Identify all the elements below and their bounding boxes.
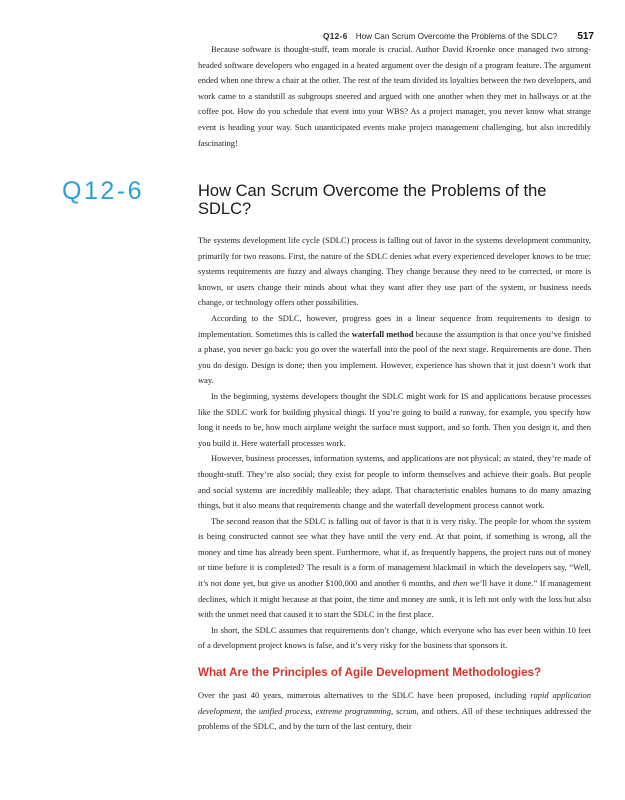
paragraph [198, 688, 591, 735]
intro-text [198, 42, 591, 151]
running-header [0, 31, 594, 42]
text-run: The second reason that the SDLC is falling out of favor is that it is very risky. The people for whom the system is being constructed cannot see what they have until the very end. At that point, if something is wrong, all the money and time has already been spent. Furthermore, what if, as frequently happens, the project runs out of money or time before it is completed? The result is a form of management blackmail in which the developers say, “Well, it’s not done yet, but give us another $100,000 and another 6 months, and [198, 515, 591, 589]
text-run: , [310, 705, 316, 716]
italic-term: scrum [395, 705, 417, 716]
key-term: waterfall method [351, 328, 414, 339]
subsection-body [198, 688, 591, 735]
italic-term: extreme programming [315, 705, 391, 716]
italic-term: rapid application development [198, 690, 591, 716]
italic-term: unified process [258, 705, 311, 716]
text-run: because the assumption is that once you’ve finished a phase, you never go back: you go over the waterfall into the pool of the next stage. Requirements are done. Then you do design. Design is done; then you implement. However, experience has shown that it just doesn’t work that way. [198, 328, 591, 386]
text-run: Over the past 40 years, numerous alternatives to the SDLC have been proposed, including [198, 690, 531, 700]
paragraph [198, 311, 591, 389]
text-run: , and others. All of these techniques addressed the problems of the SDLC, and by the turn of the last century, their [198, 705, 592, 732]
header-running-title: How Can Scrum Overcome the Problems of the SDLC? [355, 32, 558, 41]
paragraph [198, 514, 591, 623]
section-title: How Can Scrum Overcome the Problems of the SDLC? [198, 182, 547, 218]
paragraph: In short, the SDLC assumes that requirements don’t change, which everyone who has ever been within 10 feet of a development project knows is false, and it’s very risky for the business that sponsors it. [198, 624, 591, 651]
paragraph: In the beginning, systems developers thought the SDLC might work for IS and applications because processes like the SDLC work for building physical things. If you’re going to build a runway, for example, you specify how long it needs to be, how much airplane weight the surface must support, and so forth. Then you design it, and then you build it. Here waterfall processes work. [198, 390, 591, 448]
text-run: , [390, 705, 396, 716]
paragraph: However, business processes, information systems, and applications are not physical; as stated, they’re made of thought-stuff. They’re also social; they exist for people to inform themselves and achieve their goals. But people and social systems are incredibly malleable; they adapt. That characteristic enables humans to do many amazing things, but it also means that requirements change and the waterfall development process cannot work. [198, 453, 591, 511]
emphasis: then [452, 578, 468, 589]
intro-paragraph: Because software is thought-stuff, team morale is crucial. Author David Kroenke once managed two strong-headed software developers who engaged in a heated argument over the design of a program feature. The argument ended when one threw a chair at the other. The rest of the team divided its loyalties between the two developers, and work came to a standstill as subgroups sneered and argued with one another when they met in hallways or at the coffee pot. How do you schedule that event into your WBS? As a project manager, you never know what strange event is heading your way. Such unanticipated events make project management challenging, but also incredibly fascinating! [198, 44, 591, 148]
text-run: we’ll have it done.” If management declines, which it might because at that point, the time and money are sunk, it is left not only with the loss but also with the unmet need that caused it to start the SDLC in the first place. [198, 578, 591, 620]
text-run: According to the SDLC, however, progress goes in a linear sequence from requirements to design to implementation. Sometimes this is called the [198, 312, 591, 339]
header-question-number: Q12-6 [322, 32, 348, 41]
section-body [198, 233, 591, 654]
question-label: Q12-6 [62, 177, 144, 205]
paragraph: The systems development life cycle (SDLC) process is falling out of favor in the systems development community, primarily for two reasons. First, the nature of the SDLC denies what every experienced developer knows to be true: systems requirements are fuzzy and always changing. They change because they need to be corrected, or more is known, or users change their minds about what they want after they use part of the system, or business needs change, or technology offers other possibilities. [198, 235, 591, 308]
subsection-heading: What Are the Principles of Agile Development Methodologies? [198, 666, 542, 679]
text-run: , the [240, 705, 259, 716]
page-number: 517 [577, 31, 594, 42]
